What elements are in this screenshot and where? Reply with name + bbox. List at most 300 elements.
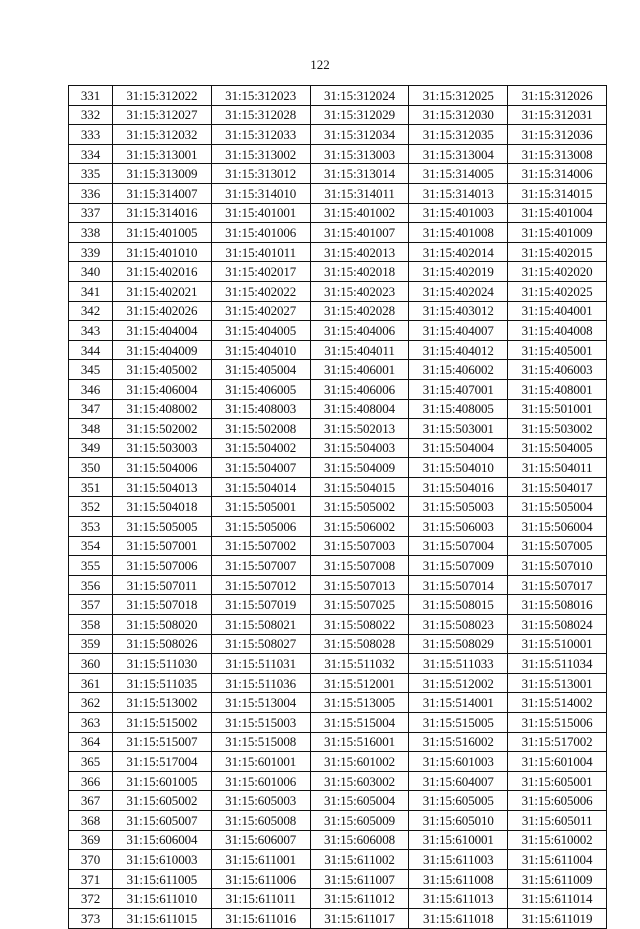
row-number-cell: 335 (69, 164, 113, 184)
table-row (69, 360, 607, 380)
cadastral-code-cell: 31:15:402028 (310, 301, 409, 321)
table-row (69, 379, 607, 399)
cadastral-code-cell: 31:15:408004 (310, 399, 409, 419)
cadastral-code-cell: 31:15:508027 (211, 634, 310, 654)
cadastral-code-cell: 31:15:611006 (211, 869, 310, 889)
cadastral-code-cell: 31:15:312036 (508, 125, 607, 145)
cadastral-code-table (68, 85, 607, 929)
cadastral-code-cell: 31:15:507006 (113, 556, 212, 576)
row-number-cell: 352 (69, 497, 113, 517)
row-number-cell: 367 (69, 791, 113, 811)
cadastral-code-cell: 31:15:404005 (211, 321, 310, 341)
row-number-cell: 369 (69, 830, 113, 850)
table-row (69, 183, 607, 203)
cadastral-code-cell: 31:15:505003 (409, 497, 508, 517)
cadastral-code-cell: 31:15:611009 (508, 869, 607, 889)
cadastral-code-cell: 31:15:404007 (409, 321, 508, 341)
cadastral-code-cell: 31:15:312024 (310, 86, 409, 106)
row-number-cell: 337 (69, 203, 113, 223)
cadastral-code-cell: 31:15:605005 (409, 791, 508, 811)
table-row (69, 399, 607, 419)
table-row (69, 458, 607, 478)
cadastral-code-cell: 31:15:406006 (310, 379, 409, 399)
cadastral-code-cell: 31:15:507001 (113, 536, 212, 556)
cadastral-code-cell: 31:15:507014 (409, 575, 508, 595)
cadastral-code-cell: 31:15:407001 (409, 379, 508, 399)
cadastral-code-cell: 31:15:408002 (113, 399, 212, 419)
row-number-cell: 351 (69, 477, 113, 497)
cadastral-code-cell: 31:15:313012 (211, 164, 310, 184)
cadastral-code-cell: 31:15:515005 (409, 713, 508, 733)
cadastral-code-cell: 31:15:507002 (211, 536, 310, 556)
cadastral-code-cell: 31:15:611015 (113, 908, 212, 928)
cadastral-code-cell: 31:15:606008 (310, 830, 409, 850)
table-row (69, 771, 607, 791)
cadastral-code-cell: 31:15:402021 (113, 281, 212, 301)
row-number-cell: 358 (69, 615, 113, 635)
cadastral-code-cell: 31:15:504004 (409, 438, 508, 458)
cadastral-code-cell: 31:15:402013 (310, 242, 409, 262)
cadastral-code-cell: 31:15:508028 (310, 634, 409, 654)
page-number: 122 (310, 57, 330, 72)
cadastral-code-cell: 31:15:514002 (508, 693, 607, 713)
cadastral-code-cell: 31:15:401011 (211, 242, 310, 262)
cadastral-code-cell: 31:15:312030 (409, 105, 508, 125)
cadastral-code-cell: 31:15:405002 (113, 360, 212, 380)
cadastral-code-cell: 31:15:314013 (409, 183, 508, 203)
row-number-cell: 343 (69, 321, 113, 341)
row-number-cell: 342 (69, 301, 113, 321)
cadastral-code-cell: 31:15:312022 (113, 86, 212, 106)
cadastral-code-cell: 31:15:508023 (409, 615, 508, 635)
cadastral-code-cell: 31:15:314016 (113, 203, 212, 223)
row-number-cell: 370 (69, 850, 113, 870)
cadastral-code-cell: 31:15:402019 (409, 262, 508, 282)
cadastral-code-cell: 31:15:511031 (211, 654, 310, 674)
cadastral-code-cell: 31:15:406004 (113, 379, 212, 399)
cadastral-code-cell: 31:15:611013 (409, 889, 508, 909)
cadastral-code-cell: 31:15:515003 (211, 713, 310, 733)
row-number-cell: 344 (69, 340, 113, 360)
cadastral-code-cell: 31:15:605009 (310, 810, 409, 830)
cadastral-code-cell: 31:15:504005 (508, 438, 607, 458)
row-number-cell: 347 (69, 399, 113, 419)
cadastral-code-cell: 31:15:314015 (508, 183, 607, 203)
cadastral-code-cell: 31:15:312026 (508, 86, 607, 106)
cadastral-code-cell: 31:15:402020 (508, 262, 607, 282)
cadastral-code-cell: 31:15:402014 (409, 242, 508, 262)
cadastral-code-cell: 31:15:611014 (508, 889, 607, 909)
cadastral-code-cell: 31:15:312034 (310, 125, 409, 145)
cadastral-code-cell: 31:15:610003 (113, 850, 212, 870)
table-row (69, 693, 607, 713)
row-number-cell: 373 (69, 908, 113, 928)
table-row (69, 477, 607, 497)
cadastral-code-cell: 31:15:507018 (113, 595, 212, 615)
cadastral-code-cell: 31:15:405004 (211, 360, 310, 380)
row-number-cell: 354 (69, 536, 113, 556)
table-row (69, 125, 607, 145)
cadastral-code-cell: 31:15:504017 (508, 477, 607, 497)
cadastral-code-cell: 31:15:505002 (310, 497, 409, 517)
table-row (69, 517, 607, 537)
cadastral-code-cell: 31:15:401005 (113, 223, 212, 243)
table-row (69, 262, 607, 282)
cadastral-code-cell: 31:15:401003 (409, 203, 508, 223)
cadastral-code-cell: 31:15:504002 (211, 438, 310, 458)
cadastral-code-cell: 31:15:510001 (508, 634, 607, 654)
row-number-cell: 355 (69, 556, 113, 576)
table-row (69, 340, 607, 360)
cadastral-code-cell: 31:15:507011 (113, 575, 212, 595)
cadastral-code-cell: 31:15:405001 (508, 340, 607, 360)
table-row (69, 419, 607, 439)
cadastral-code-cell: 31:15:504013 (113, 477, 212, 497)
cadastral-code-cell: 31:15:402024 (409, 281, 508, 301)
cadastral-code-cell: 31:15:611008 (409, 869, 508, 889)
cadastral-code-cell: 31:15:611011 (211, 889, 310, 909)
table-row (69, 752, 607, 772)
row-number-cell: 365 (69, 752, 113, 772)
cadastral-code-cell: 31:15:504014 (211, 477, 310, 497)
row-number-cell: 331 (69, 86, 113, 106)
table-row (69, 713, 607, 733)
cadastral-code-cell: 31:15:401010 (113, 242, 212, 262)
cadastral-code-cell: 31:15:504006 (113, 458, 212, 478)
row-number-cell: 338 (69, 223, 113, 243)
cadastral-code-cell: 31:15:611005 (113, 869, 212, 889)
table-row (69, 908, 607, 928)
row-number-cell: 336 (69, 183, 113, 203)
table-row (69, 654, 607, 674)
cadastral-code-cell: 31:15:402025 (508, 281, 607, 301)
cadastral-code-cell: 31:15:402016 (113, 262, 212, 282)
table-row (69, 615, 607, 635)
table-row (69, 497, 607, 517)
cadastral-code-cell: 31:15:404011 (310, 340, 409, 360)
cadastral-code-cell: 31:15:402027 (211, 301, 310, 321)
cadastral-code-cell: 31:15:312033 (211, 125, 310, 145)
row-number-cell: 350 (69, 458, 113, 478)
cadastral-code-cell: 31:15:401002 (310, 203, 409, 223)
cadastral-code-cell: 31:15:507019 (211, 595, 310, 615)
cadastral-code-cell: 31:15:406002 (409, 360, 508, 380)
table-row (69, 301, 607, 321)
cadastral-code-cell: 31:15:507017 (508, 575, 607, 595)
cadastral-code-cell: 31:15:312028 (211, 105, 310, 125)
cadastral-code-cell: 31:15:504016 (409, 477, 508, 497)
cadastral-code-cell: 31:15:314005 (409, 164, 508, 184)
cadastral-code-cell: 31:15:507003 (310, 536, 409, 556)
cadastral-code-cell: 31:15:404006 (310, 321, 409, 341)
cadastral-code-cell: 31:15:511035 (113, 673, 212, 693)
cadastral-code-cell: 31:15:513005 (310, 693, 409, 713)
cadastral-code-cell: 31:15:506004 (508, 517, 607, 537)
cadastral-code-cell: 31:15:404008 (508, 321, 607, 341)
row-number-cell: 357 (69, 595, 113, 615)
cadastral-code-cell: 31:15:507009 (409, 556, 508, 576)
cadastral-code-cell: 31:15:606007 (211, 830, 310, 850)
cadastral-code-cell: 31:15:517004 (113, 752, 212, 772)
cadastral-code-cell: 31:15:507004 (409, 536, 508, 556)
row-number-cell: 353 (69, 517, 113, 537)
cadastral-code-cell: 31:15:507008 (310, 556, 409, 576)
cadastral-code-cell: 31:15:504009 (310, 458, 409, 478)
table-row (69, 438, 607, 458)
table-row (69, 850, 607, 870)
cadastral-code-cell: 31:15:505001 (211, 497, 310, 517)
cadastral-code-cell: 31:15:314007 (113, 183, 212, 203)
cadastral-code-cell: 31:15:313009 (113, 164, 212, 184)
cadastral-code-cell: 31:15:406005 (211, 379, 310, 399)
cadastral-code-cell: 31:15:513001 (508, 673, 607, 693)
cadastral-code-cell: 31:15:505006 (211, 517, 310, 537)
cadastral-code-cell: 31:15:601005 (113, 771, 212, 791)
cadastral-code-cell: 31:15:313003 (310, 144, 409, 164)
row-number-cell: 341 (69, 281, 113, 301)
cadastral-code-cell: 31:15:605011 (508, 810, 607, 830)
cadastral-code-cell: 31:15:605003 (211, 791, 310, 811)
table-row (69, 791, 607, 811)
cadastral-code-cell: 31:15:601002 (310, 752, 409, 772)
row-number-cell: 359 (69, 634, 113, 654)
row-number-cell: 368 (69, 810, 113, 830)
cadastral-code-cell: 31:15:312029 (310, 105, 409, 125)
table-row (69, 164, 607, 184)
cadastral-code-cell: 31:15:313004 (409, 144, 508, 164)
table-row (69, 673, 607, 693)
table-row (69, 86, 607, 106)
cadastral-code-cell: 31:15:401004 (508, 203, 607, 223)
cadastral-code-cell: 31:15:402026 (113, 301, 212, 321)
cadastral-code-cell: 31:15:501001 (508, 399, 607, 419)
cadastral-code-cell: 31:15:605004 (310, 791, 409, 811)
cadastral-code-cell: 31:15:601001 (211, 752, 310, 772)
cadastral-code-cell: 31:15:402022 (211, 281, 310, 301)
cadastral-code-cell: 31:15:511033 (409, 654, 508, 674)
cadastral-code-cell: 31:15:502013 (310, 419, 409, 439)
cadastral-code-cell: 31:15:507005 (508, 536, 607, 556)
cadastral-code-cell: 31:15:611003 (409, 850, 508, 870)
row-number-cell: 348 (69, 419, 113, 439)
table-row (69, 634, 607, 654)
cadastral-code-cell: 31:15:515008 (211, 732, 310, 752)
cadastral-code-cell: 31:15:402023 (310, 281, 409, 301)
table-row (69, 105, 607, 125)
table-row (69, 223, 607, 243)
cadastral-code-cell: 31:15:313002 (211, 144, 310, 164)
cadastral-code-cell: 31:15:504007 (211, 458, 310, 478)
cadastral-code-cell: 31:15:605008 (211, 810, 310, 830)
cadastral-code-cell: 31:15:502008 (211, 419, 310, 439)
cadastral-code-cell: 31:15:611010 (113, 889, 212, 909)
cadastral-code-cell: 31:15:505005 (113, 517, 212, 537)
cadastral-code-cell: 31:15:503001 (409, 419, 508, 439)
cadastral-code-cell: 31:15:611012 (310, 889, 409, 909)
cadastral-code-cell: 31:15:515004 (310, 713, 409, 733)
cadastral-code-cell: 31:15:611002 (310, 850, 409, 870)
table-row (69, 321, 607, 341)
table-row (69, 732, 607, 752)
cadastral-code-cell: 31:15:605002 (113, 791, 212, 811)
cadastral-code-cell: 31:15:312032 (113, 125, 212, 145)
cadastral-code-cell: 31:15:512002 (409, 673, 508, 693)
cadastral-code-cell: 31:15:313001 (113, 144, 212, 164)
cadastral-code-cell: 31:15:511032 (310, 654, 409, 674)
cadastral-code-cell: 31:15:504011 (508, 458, 607, 478)
table-row (69, 203, 607, 223)
cadastral-code-cell: 31:15:515006 (508, 713, 607, 733)
cadastral-code-cell: 31:15:403012 (409, 301, 508, 321)
cadastral-code-cell: 31:15:515002 (113, 713, 212, 733)
table-row (69, 869, 607, 889)
row-number-cell: 349 (69, 438, 113, 458)
row-number-cell: 339 (69, 242, 113, 262)
cadastral-code-cell: 31:15:508029 (409, 634, 508, 654)
row-number-cell: 346 (69, 379, 113, 399)
row-number-cell: 361 (69, 673, 113, 693)
cadastral-code-cell: 31:15:610001 (409, 830, 508, 850)
cadastral-code-cell: 31:15:507007 (211, 556, 310, 576)
cadastral-code-cell: 31:15:605006 (508, 791, 607, 811)
cadastral-code-cell: 31:15:314006 (508, 164, 607, 184)
cadastral-code-cell: 31:15:516002 (409, 732, 508, 752)
row-number-cell: 334 (69, 144, 113, 164)
cadastral-code-cell: 31:15:312031 (508, 105, 607, 125)
cadastral-code-cell: 31:15:611019 (508, 908, 607, 928)
cadastral-code-cell: 31:15:611007 (310, 869, 409, 889)
cadastral-code-cell: 31:15:401009 (508, 223, 607, 243)
cadastral-code-cell: 31:15:606004 (113, 830, 212, 850)
cadastral-code-cell: 31:15:610002 (508, 830, 607, 850)
cadastral-code-cell: 31:15:408003 (211, 399, 310, 419)
cadastral-code-cell: 31:15:402017 (211, 262, 310, 282)
cadastral-code-cell: 31:15:502002 (113, 419, 212, 439)
cadastral-code-cell: 31:15:504003 (310, 438, 409, 458)
cadastral-code-cell: 31:15:511030 (113, 654, 212, 674)
cadastral-code-cell: 31:15:504010 (409, 458, 508, 478)
cadastral-code-cell: 31:15:504015 (310, 477, 409, 497)
cadastral-code-cell: 31:15:406003 (508, 360, 607, 380)
cadastral-code-cell: 31:15:605001 (508, 771, 607, 791)
row-number-cell: 360 (69, 654, 113, 674)
row-number-cell: 356 (69, 575, 113, 595)
cadastral-code-cell: 31:15:508015 (409, 595, 508, 615)
cadastral-code-cell: 31:15:508020 (113, 615, 212, 635)
cadastral-code-cell: 31:15:401008 (409, 223, 508, 243)
cadastral-code-cell: 31:15:513002 (113, 693, 212, 713)
cadastral-code-cell: 31:15:503002 (508, 419, 607, 439)
cadastral-code-cell: 31:15:408001 (508, 379, 607, 399)
cadastral-code-cell: 31:15:611018 (409, 908, 508, 928)
table-body (69, 86, 607, 929)
cadastral-code-cell: 31:15:508016 (508, 595, 607, 615)
cadastral-code-cell: 31:15:401001 (211, 203, 310, 223)
cadastral-code-cell: 31:15:517002 (508, 732, 607, 752)
row-number-cell: 364 (69, 732, 113, 752)
row-number-cell: 366 (69, 771, 113, 791)
cadastral-code-cell: 31:15:404010 (211, 340, 310, 360)
cadastral-code-cell: 31:15:601006 (211, 771, 310, 791)
table-row (69, 830, 607, 850)
cadastral-code-cell: 31:15:508026 (113, 634, 212, 654)
cadastral-code-cell: 31:15:314010 (211, 183, 310, 203)
cadastral-code-cell: 31:15:605007 (113, 810, 212, 830)
cadastral-code-cell: 31:15:601003 (409, 752, 508, 772)
table-row (69, 595, 607, 615)
cadastral-code-cell: 31:15:401007 (310, 223, 409, 243)
cadastral-code-cell: 31:15:313014 (310, 164, 409, 184)
cadastral-code-cell: 31:15:505004 (508, 497, 607, 517)
cadastral-code-cell: 31:15:515007 (113, 732, 212, 752)
cadastral-code-cell: 31:15:406001 (310, 360, 409, 380)
cadastral-code-cell: 31:15:313008 (508, 144, 607, 164)
cadastral-code-cell: 31:15:611004 (508, 850, 607, 870)
row-number-cell: 333 (69, 125, 113, 145)
cadastral-code-cell: 31:15:404004 (113, 321, 212, 341)
cadastral-code-cell: 31:15:507013 (310, 575, 409, 595)
row-number-cell: 345 (69, 360, 113, 380)
cadastral-code-cell: 31:15:404009 (113, 340, 212, 360)
cadastral-code-cell: 31:15:604007 (409, 771, 508, 791)
cadastral-code-cell: 31:15:601004 (508, 752, 607, 772)
cadastral-code-cell: 31:15:507012 (211, 575, 310, 595)
cadastral-code-cell: 31:15:514001 (409, 693, 508, 713)
cadastral-code-cell: 31:15:506003 (409, 517, 508, 537)
table-row (69, 556, 607, 576)
cadastral-code-cell: 31:15:314011 (310, 183, 409, 203)
table-row (69, 810, 607, 830)
cadastral-code-cell: 31:15:512001 (310, 673, 409, 693)
cadastral-code-cell: 31:15:312027 (113, 105, 212, 125)
table-row (69, 889, 607, 909)
cadastral-code-cell: 31:15:312035 (409, 125, 508, 145)
table-row (69, 281, 607, 301)
row-number-cell: 340 (69, 262, 113, 282)
cadastral-code-cell: 31:15:611017 (310, 908, 409, 928)
cadastral-code-cell: 31:15:504018 (113, 497, 212, 517)
cadastral-code-cell: 31:15:511034 (508, 654, 607, 674)
cadastral-code-cell: 31:15:401006 (211, 223, 310, 243)
cadastral-code-cell: 31:15:506002 (310, 517, 409, 537)
cadastral-code-cell: 31:15:513004 (211, 693, 310, 713)
row-number-cell: 332 (69, 105, 113, 125)
cadastral-code-cell: 31:15:511036 (211, 673, 310, 693)
row-number-cell: 372 (69, 889, 113, 909)
cadastral-code-cell: 31:15:516001 (310, 732, 409, 752)
table-row (69, 242, 607, 262)
row-number-cell: 362 (69, 693, 113, 713)
cadastral-code-cell: 31:15:507025 (310, 595, 409, 615)
row-number-cell: 363 (69, 713, 113, 733)
cadastral-code-cell: 31:15:402015 (508, 242, 607, 262)
cadastral-code-cell: 31:15:508021 (211, 615, 310, 635)
cadastral-code-cell: 31:15:611001 (211, 850, 310, 870)
cadastral-code-cell: 31:15:508024 (508, 615, 607, 635)
cadastral-code-cell: 31:15:312023 (211, 86, 310, 106)
table-row (69, 536, 607, 556)
cadastral-code-cell: 31:15:611016 (211, 908, 310, 928)
table-row (69, 144, 607, 164)
cadastral-code-cell: 31:15:312025 (409, 86, 508, 106)
cadastral-table-container (68, 85, 606, 929)
cadastral-code-cell: 31:15:408005 (409, 399, 508, 419)
table-row (69, 575, 607, 595)
cadastral-code-cell: 31:15:508022 (310, 615, 409, 635)
cadastral-code-cell: 31:15:603002 (310, 771, 409, 791)
cadastral-code-cell: 31:15:507010 (508, 556, 607, 576)
row-number-cell: 371 (69, 869, 113, 889)
